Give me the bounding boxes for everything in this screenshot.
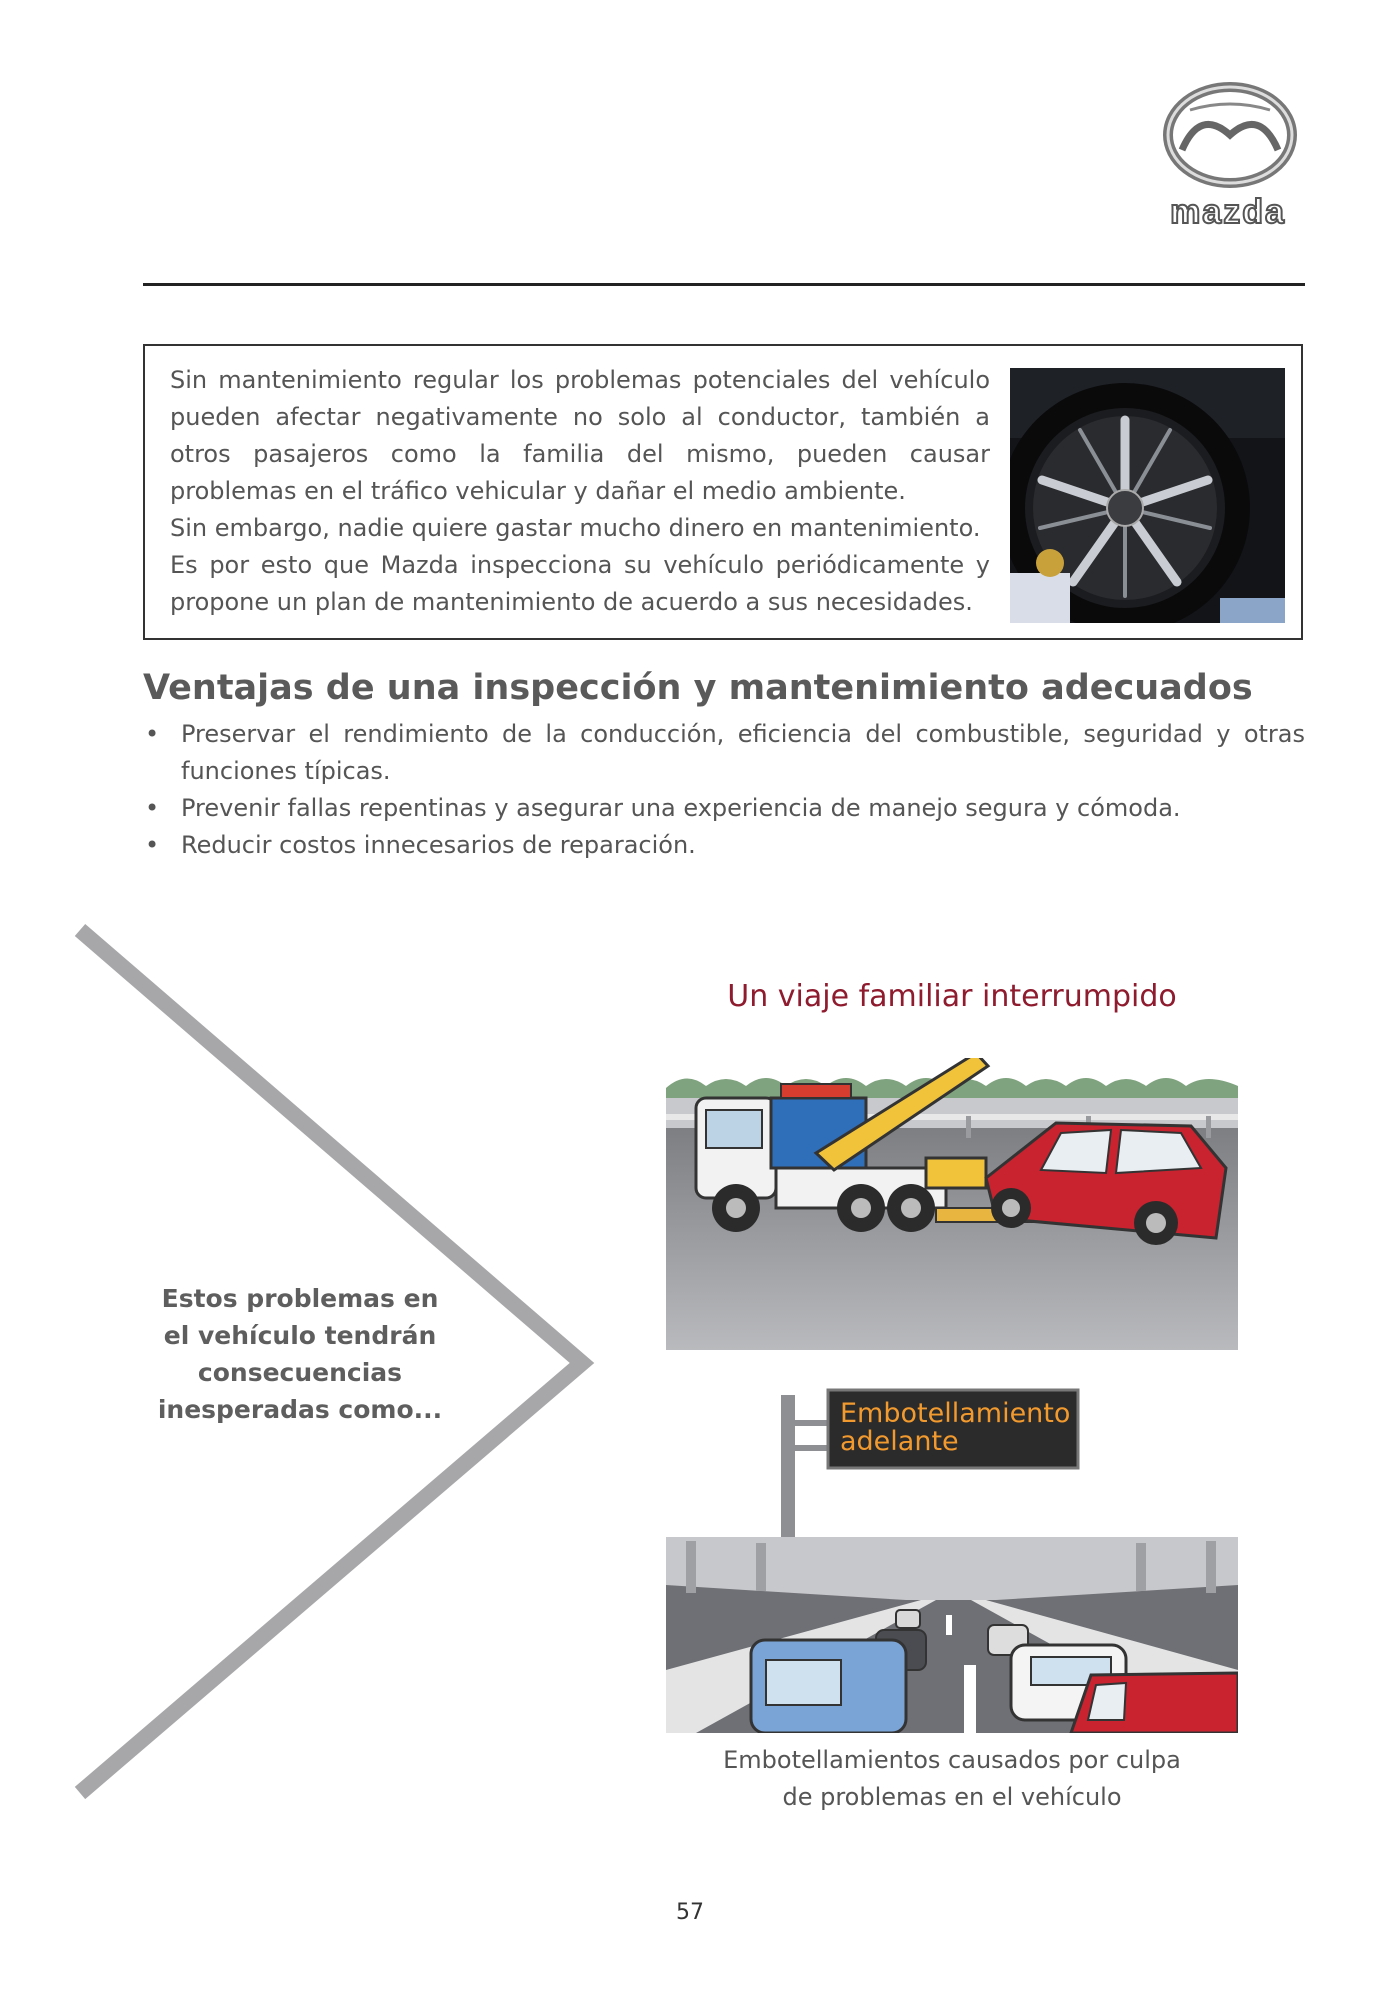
- list-item: • Reducir costos innecesarios de reparación.: [143, 827, 1305, 864]
- benefits-list: [143, 716, 1305, 864]
- page-number: 57: [676, 1900, 704, 1925]
- traffic-sign-text: [840, 1400, 1070, 1456]
- list-item: • Prevenir fallas repentinas y asegurar una experiencia de manejo segura y cómoda.: [143, 790, 1305, 827]
- intro-paragraph: Es por esto que Mazda inspecciona su vehículo periódicamente y propone un plan de mantenimiento de acuerdo a sus necesidades.: [170, 551, 990, 616]
- lead-line: Estos problemas en: [161, 1284, 439, 1313]
- intro-box: [143, 344, 1303, 640]
- header-divider: [143, 283, 1305, 286]
- list-item: • Preservar el rendimiento de la conducción, eficiencia del combustible, seguridad y otras funciones típicas.: [143, 716, 1305, 790]
- lead-line: consecuencias: [197, 1358, 403, 1387]
- sign-line: adelante: [840, 1426, 959, 1457]
- lead-line: inesperadas como...: [157, 1395, 443, 1424]
- brand-wordmark: mazda: [1170, 193, 1286, 231]
- lead-line: el vehículo tendrán: [163, 1321, 437, 1350]
- traffic-caption: [666, 1742, 1238, 1816]
- intro-text: [170, 362, 990, 621]
- caption-line: de problemas en el vehículo: [782, 1783, 1122, 1811]
- section-heading: Ventajas de una inspección y mantenimiento adecuados: [143, 668, 1253, 708]
- wheel-photo: [1010, 368, 1285, 623]
- tow-truck-illustration: [666, 1058, 1238, 1350]
- towing-title: Un viaje familiar interrumpido: [727, 979, 1177, 1014]
- caption-line: Embotellamientos causados por culpa: [723, 1746, 1181, 1774]
- consequences-lead-text: [150, 1280, 450, 1428]
- intro-paragraph: Sin embargo, nadie quiere gastar mucho dinero en mantenimiento.: [170, 514, 981, 542]
- sign-line: Embotellamiento: [840, 1398, 1071, 1429]
- intro-paragraph: Sin mantenimiento regular los problemas potenciales del vehículo pueden afectar negativamente no solo al conductor, también a otros pasajeros como la familia del mismo, pueden causar problemas en el tráfico vehicular y dañar el medio ambiente.: [170, 366, 990, 505]
